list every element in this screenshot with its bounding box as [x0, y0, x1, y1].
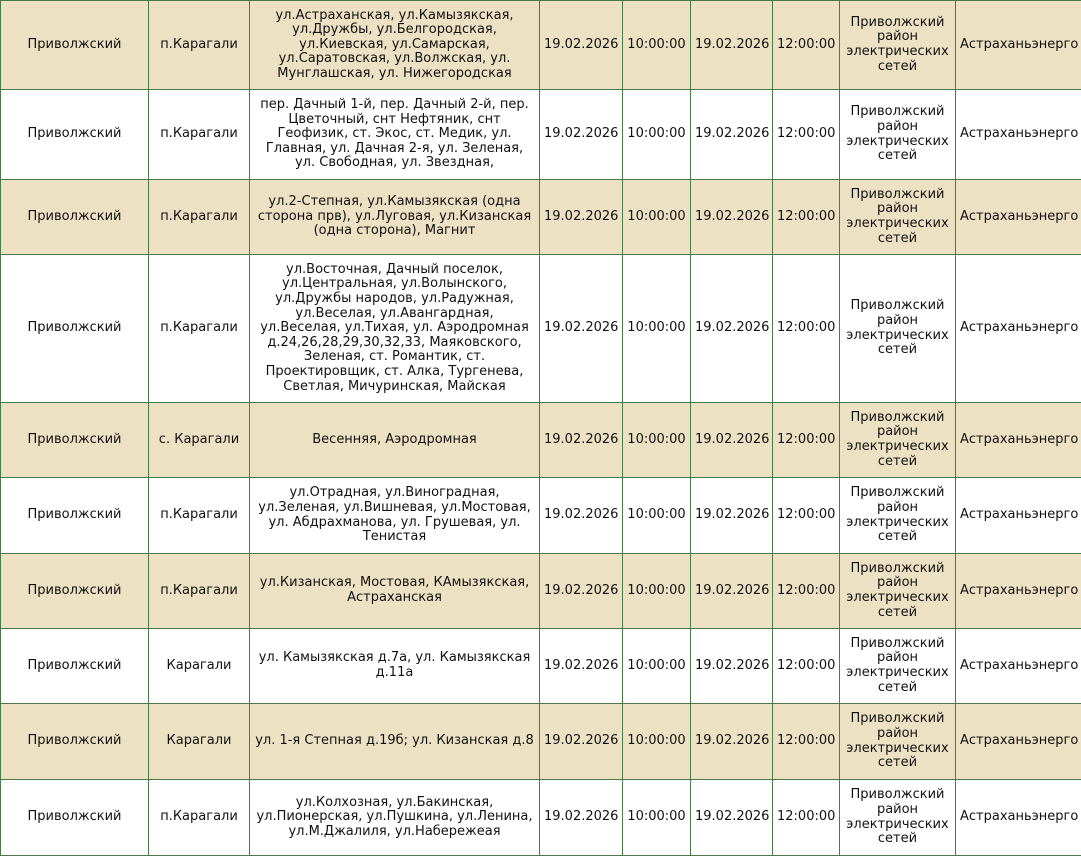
network-unit-cell: Приволжский район электрических сетей	[840, 554, 956, 629]
locality-cell: с. Карагали	[149, 403, 250, 478]
company-cell: Астраханьэнерго	[956, 403, 1081, 478]
start-date-cell: 19.02.2026	[540, 1, 623, 90]
end-time-cell: 12:00:00	[773, 478, 840, 554]
company-cell: Астраханьэнерго	[956, 704, 1081, 780]
end-date-cell: 19.02.2026	[691, 403, 773, 478]
table-row	[1, 1, 1081, 90]
locality-cell: п.Карагали	[149, 478, 250, 554]
end-time-cell: 12:00:00	[773, 629, 840, 704]
start-date-cell: 19.02.2026	[540, 780, 623, 856]
end-date-cell: 19.02.2026	[691, 629, 773, 704]
start-date-cell: 19.02.2026	[540, 180, 623, 255]
district-cell: Приволжский	[1, 478, 149, 554]
district-cell: Приволжский	[1, 554, 149, 629]
start-date-cell: 19.02.2026	[540, 554, 623, 629]
network-unit-cell: Приволжский район электрических сетей	[840, 704, 956, 780]
start-date-cell: 19.02.2026	[540, 704, 623, 780]
locality-cell: п.Карагали	[149, 554, 250, 629]
start-date-cell: 19.02.2026	[540, 478, 623, 554]
streets-cell: ул.Астраханская, ул.Камызякская, ул.Дружбы, ул.Белгородская, ул.Киевская, ул.Самарская, ул.Саратовская, ул.Волжская, ул. Мунглашская, ул. Нижегородская	[250, 1, 540, 90]
company-cell: Астраханьэнерго	[956, 554, 1081, 629]
district-cell: Приволжский	[1, 1, 149, 90]
network-unit-cell: Приволжский район электрических сетей	[840, 255, 956, 403]
network-unit-cell: Приволжский район электрических сетей	[840, 90, 956, 180]
company-cell: Астраханьэнерго	[956, 255, 1081, 403]
district-cell: Приволжский	[1, 780, 149, 856]
company-cell: Астраханьэнерго	[956, 780, 1081, 856]
district-cell: Приволжский	[1, 704, 149, 780]
streets-cell: ул.Колхозная, ул.Бакинская, ул.Пионерская, ул.Пушкина, ул.Ленина, ул.М.Джалиля, ул.Набережеая	[250, 780, 540, 856]
start-time-cell: 10:00:00	[623, 554, 691, 629]
end-date-cell: 19.02.2026	[691, 704, 773, 780]
end-time-cell: 12:00:00	[773, 704, 840, 780]
streets-cell: ул.Отрадная, ул.Виноградная, ул.Зеленая, ул.Вишневая, ул.Мостовая, ул. Абдрахманова, ул. Грушевая, ул. Тенистая	[250, 478, 540, 554]
district-cell: Приволжский	[1, 180, 149, 255]
company-cell: Астраханьэнерго	[956, 1, 1081, 90]
company-cell: Астраханьэнерго	[956, 629, 1081, 704]
streets-cell: ул. Камызякская д.7а, ул. Камызякская д.11а	[250, 629, 540, 704]
end-time-cell: 12:00:00	[773, 180, 840, 255]
start-time-cell: 10:00:00	[623, 478, 691, 554]
end-time-cell: 12:00:00	[773, 780, 840, 856]
start-time-cell: 10:00:00	[623, 403, 691, 478]
district-cell: Приволжский	[1, 90, 149, 180]
table-row	[1, 629, 1081, 704]
table-row	[1, 478, 1081, 554]
end-time-cell: 12:00:00	[773, 1, 840, 90]
start-time-cell: 10:00:00	[623, 1, 691, 90]
district-cell: Приволжский	[1, 403, 149, 478]
start-time-cell: 10:00:00	[623, 704, 691, 780]
locality-cell: п.Карагали	[149, 255, 250, 403]
end-date-cell: 19.02.2026	[691, 90, 773, 180]
locality-cell: Карагали	[149, 704, 250, 780]
end-date-cell: 19.02.2026	[691, 255, 773, 403]
district-cell: Приволжский	[1, 629, 149, 704]
streets-cell: пер. Дачный 1-й, пер. Дачный 2-й, пер. Цветочный, снт Нефтяник, снт Геофизик, ст. Экос, ст. Медик, ул. Главная, ул. Дачная 2-я, ул. Зеленая, ул. Свободная, ул. Звездная,	[250, 90, 540, 180]
start-time-cell: 10:00:00	[623, 90, 691, 180]
network-unit-cell: Приволжский район электрических сетей	[840, 478, 956, 554]
table-row	[1, 780, 1081, 856]
network-unit-cell: Приволжский район электрических сетей	[840, 180, 956, 255]
locality-cell: п.Карагали	[149, 780, 250, 856]
company-cell: Астраханьэнерго	[956, 180, 1081, 255]
start-date-cell: 19.02.2026	[540, 403, 623, 478]
network-unit-cell: Приволжский район электрических сетей	[840, 629, 956, 704]
table-row	[1, 255, 1081, 403]
table-row	[1, 704, 1081, 780]
start-time-cell: 10:00:00	[623, 255, 691, 403]
end-date-cell: 19.02.2026	[691, 780, 773, 856]
table-row	[1, 554, 1081, 629]
company-cell: Астраханьэнерго	[956, 478, 1081, 554]
locality-cell: п.Карагали	[149, 90, 250, 180]
locality-cell: п.Карагали	[149, 180, 250, 255]
network-unit-cell: Приволжский район электрических сетей	[840, 780, 956, 856]
table-row	[1, 403, 1081, 478]
locality-cell: Карагали	[149, 629, 250, 704]
start-date-cell: 19.02.2026	[540, 255, 623, 403]
end-time-cell: 12:00:00	[773, 255, 840, 403]
start-time-cell: 10:00:00	[623, 629, 691, 704]
end-date-cell: 19.02.2026	[691, 180, 773, 255]
end-time-cell: 12:00:00	[773, 403, 840, 478]
start-date-cell: 19.02.2026	[540, 629, 623, 704]
streets-cell: ул. 1-я Степная д.19б; ул. Кизанская д.8	[250, 704, 540, 780]
network-unit-cell: Приволжский район электрических сетей	[840, 1, 956, 90]
streets-cell: ул.Восточная, Дачный поселок, ул.Центральная, ул.Волынского, ул.Дружбы народов, ул.Радужная, ул.Веселая, ул.Авангардная, ул.Веселая, ул.Тихая, ул. Аэродромная д.24,26,28,29,30,32,33, Маяковского, Зеленая, ст. Романтик, ст. Проектировщик, ст. Алка, Тургенева, Светлая, Мичуринская, Майская	[250, 255, 540, 403]
streets-cell: ул.2-Степная, ул.Камызякская (одна сторона прв), ул.Луговая, ул.Кизанская (одна сторона), Магнит	[250, 180, 540, 255]
company-cell: Астраханьэнерго	[956, 90, 1081, 180]
streets-cell: Весенняя, Аэродромная	[250, 403, 540, 478]
table-row	[1, 90, 1081, 180]
end-date-cell: 19.02.2026	[691, 478, 773, 554]
start-time-cell: 10:00:00	[623, 180, 691, 255]
start-time-cell: 10:00:00	[623, 780, 691, 856]
locality-cell: п.Карагали	[149, 1, 250, 90]
end-date-cell: 19.02.2026	[691, 554, 773, 629]
network-unit-cell: Приволжский район электрических сетей	[840, 403, 956, 478]
district-cell: Приволжский	[1, 255, 149, 403]
table-row	[1, 180, 1081, 255]
end-date-cell: 19.02.2026	[691, 1, 773, 90]
end-time-cell: 12:00:00	[773, 554, 840, 629]
end-time-cell: 12:00:00	[773, 90, 840, 180]
start-date-cell: 19.02.2026	[540, 90, 623, 180]
streets-cell: ул.Кизанская, Мостовая, КАмызякская, Астраханская	[250, 554, 540, 629]
